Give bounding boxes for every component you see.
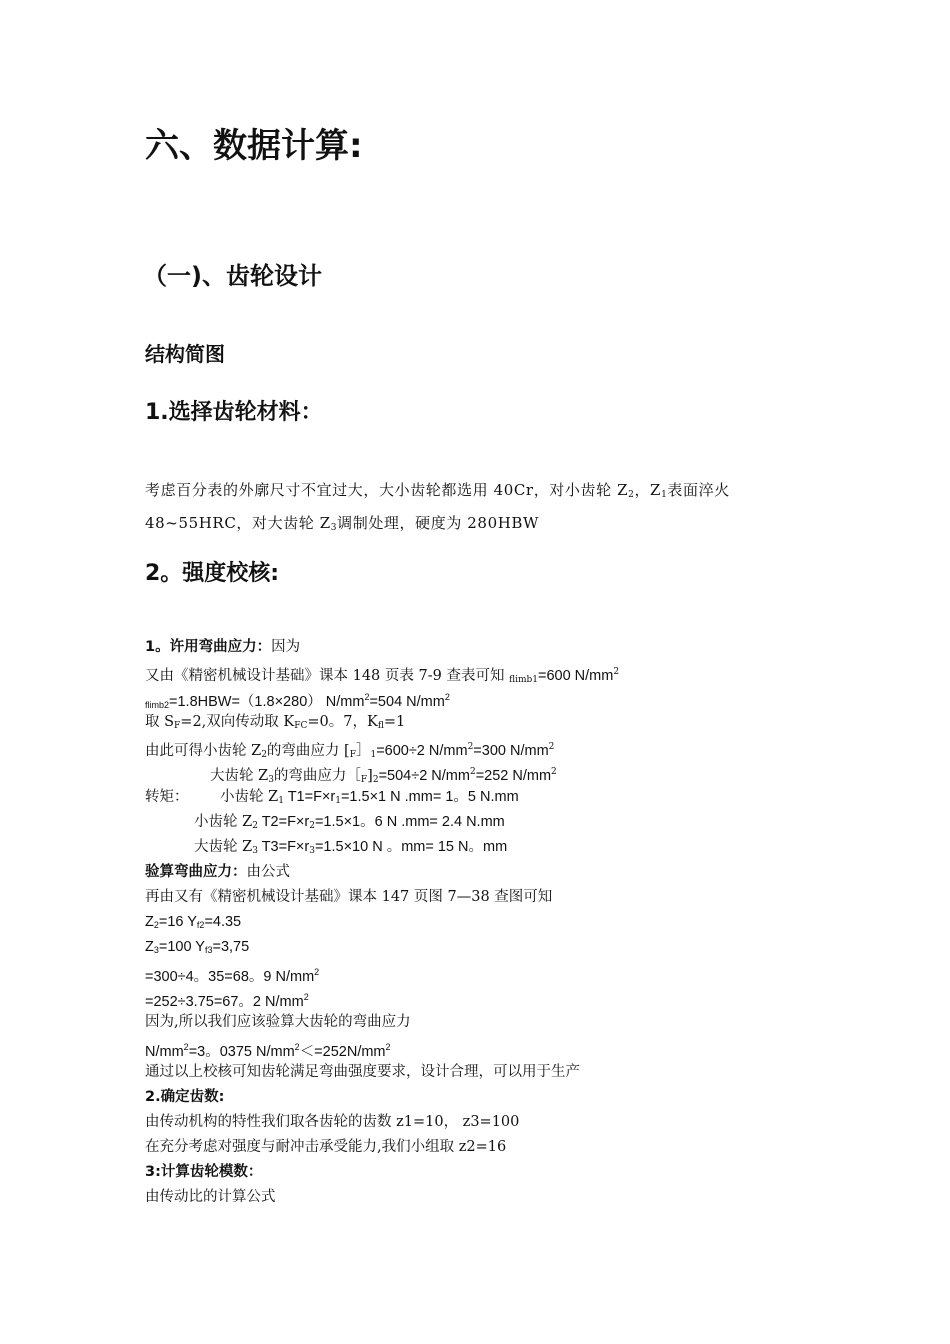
subsection-title: （一)、齿轮设计 — [143, 262, 322, 290]
text-line: 转矩： — [145, 789, 189, 805]
text-line: 大齿轮 $Z_3$的弯曲应力$[_F]_2=504\div 2$ $N/mm^2=252$ $N/mm^2$ — [210, 767, 557, 785]
text-line: 验算弯曲应力：由公式 — [145, 864, 290, 880]
material-heading: 1.选择齿轮材料： — [145, 400, 323, 425]
strength-heading: 2。强度校核: — [145, 561, 280, 586]
text-line: 3:计算齿轮模数： — [145, 1164, 263, 1180]
text-line: 大齿轮 $Z_3$ $T3=F\times r_3=1.5\times 10$ N 。mm= 15 N。mm — [194, 839, 508, 856]
text-line: 2.确定齿数: — [145, 1089, 225, 1105]
text-line: 通过以上校核可知齿轮满足弯曲强度要求，设计合理，可以用于生产 — [145, 1064, 580, 1080]
text-line: 小齿轮 $Z_1$ $T1=F\times r_1=1.5\times 1$ N .mm= 1。5 N.mm — [220, 789, 519, 806]
text-line: 由传动机构的特性我们取各齿轮的齿数 z1=10， z3=100 — [145, 1114, 520, 1130]
text-line: $Z_2=16$ $Y_{f2}=4.35$ — [145, 914, 242, 930]
text-line: $_{flimb2}$=1.8HBW=（1.8×280） $N/mm^2=504$ $N/mm^2$ — [145, 692, 450, 710]
structure-heading: 结构简图 — [145, 342, 225, 366]
section-title: 六、数据计算: — [145, 126, 363, 166]
text-line: $N/mm^2=3$。0375 $N/mm^2<=252N/mm^2$ — [145, 1042, 391, 1060]
text-line: $Z_3=100$ $Y_{f3}=3,75$ — [145, 939, 250, 955]
text-line: 再由又有《精密机械设计基础》课本 147 页图 7—38 查图可知 — [145, 889, 553, 905]
text-line: =300÷4。35=68。9 $N/mm^2$ — [145, 967, 320, 985]
text-line: 由此可得小齿轮 $Z_2$的弯曲应力 [$_F]_1=600\div 2$ $N/mm^2=300$ $N/mm^2$ — [145, 742, 555, 760]
text-line: 又由《精密机械设计基础》课本 148 页表 7-9 查表可知 $_{flimb1}$=600 $N/mm^2$ — [145, 667, 620, 685]
text-line: 取 $S_F=2$,双向传动取 $K_{FC}=0$。7，$K_{fl}=1$ — [145, 714, 406, 731]
text-line: 由传动比的计算公式 — [145, 1189, 276, 1205]
material-paragraph: 考虑百分表的外廓尺寸不宜过大，大小齿轮都选用 40Cr，对小齿轮 $Z_2$，$Z_1$表面淬火 48~55HRC，对大齿轮 $Z_3$调制处理，硬度为 280HBW — [145, 481, 730, 533]
text-line: 因为,所以我们应该验算大齿轮的弯曲应力 — [145, 1014, 411, 1030]
text-line: 小齿轮 $Z_2$ $T2=F\times r_2=1.5\times 1$。6 N .mm= 2.4 N.mm — [194, 814, 505, 831]
text-line: 在充分考虑对强度与耐冲击承受能力,我们小组取 z2=16 — [145, 1139, 507, 1155]
text-line: 1。许用弯曲应力：因为 — [145, 639, 301, 655]
text-line: =252÷3.75=67。2 $N/mm^2$ — [145, 992, 309, 1010]
